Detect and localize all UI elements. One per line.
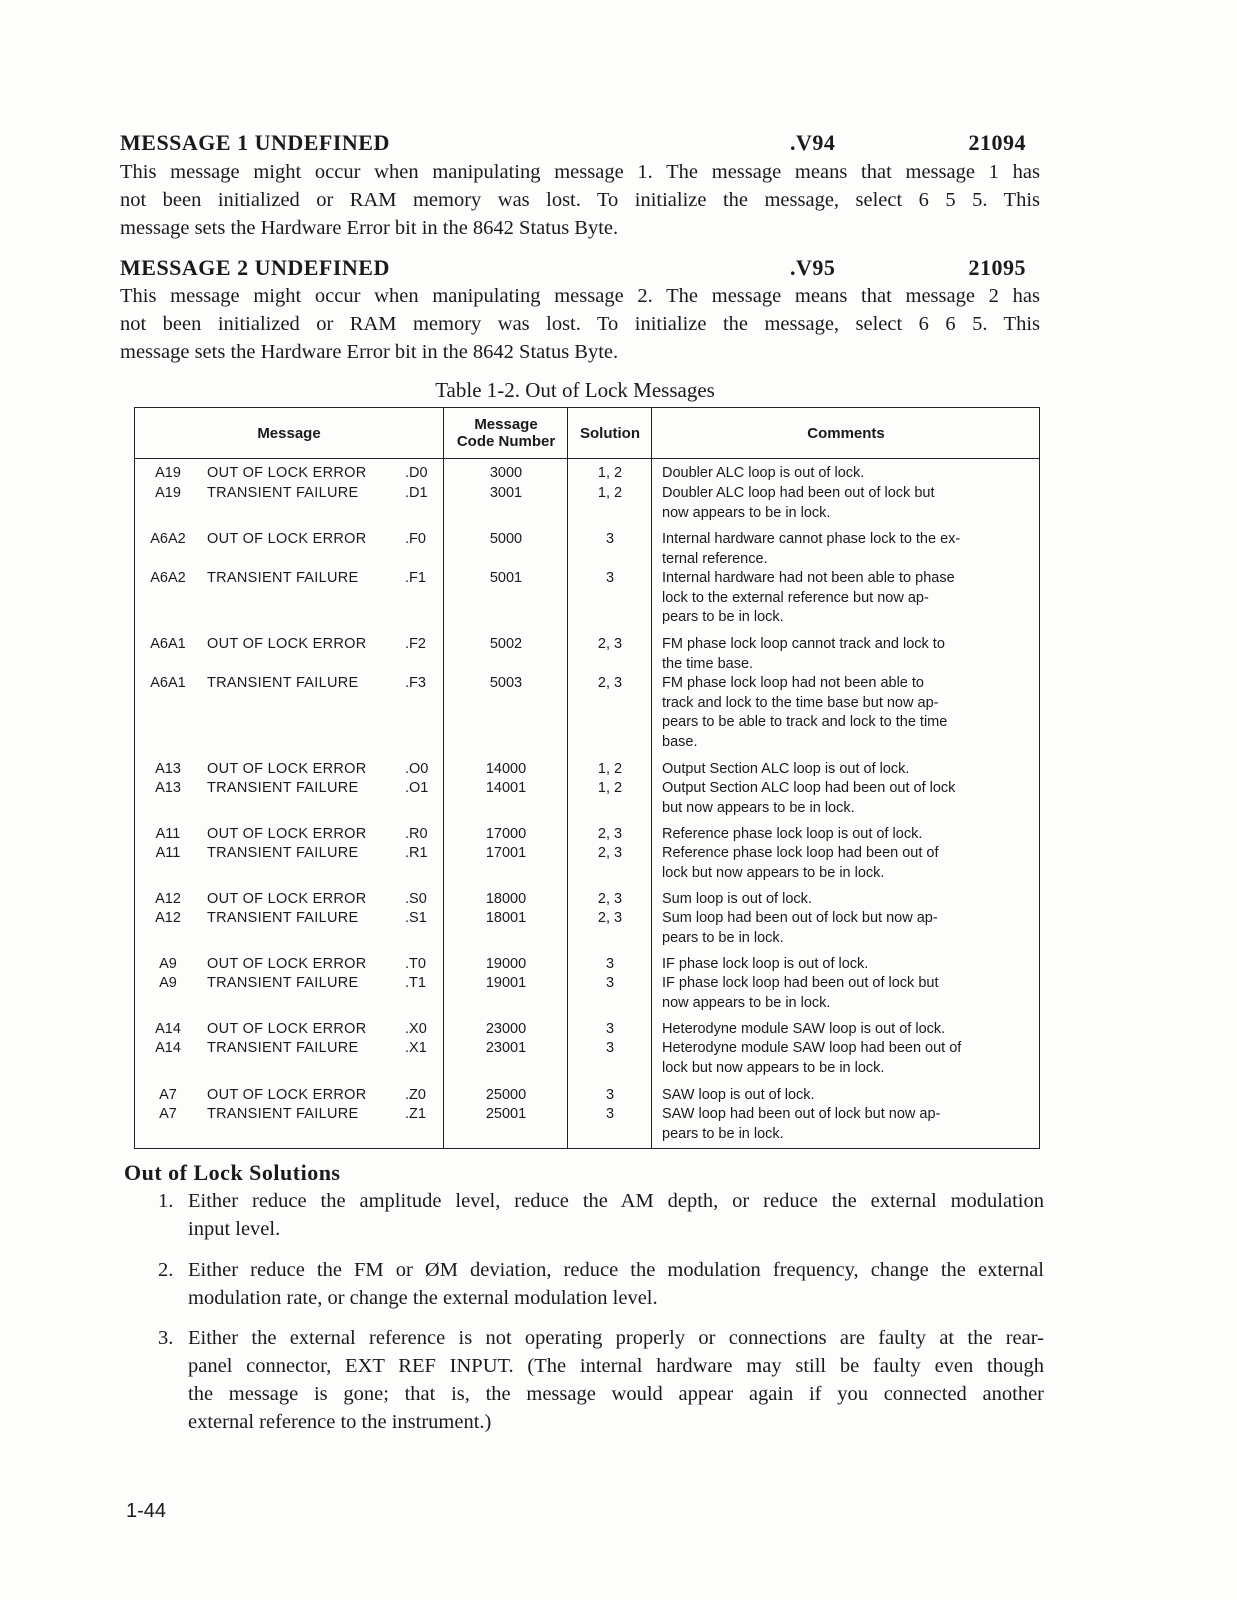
message-1-line: not been initialized or RAM memory was lost. To initialize the message, select 6 5 5. This	[120, 189, 1040, 211]
row-comment	[662, 909, 1032, 948]
row-command: .Z0	[405, 1087, 426, 1103]
row-code-number: 18001	[485, 910, 527, 926]
row-solution: 3	[605, 570, 615, 586]
row-code-number: 5000	[489, 531, 523, 547]
row-command: .X0	[405, 1021, 427, 1037]
solution-line: Either reduce the FM or ØM deviation, reduce the modulation frequency, change the external	[188, 1259, 1044, 1281]
row-command: .T0	[405, 956, 426, 972]
comment-line: now appears to be in lock.	[662, 504, 831, 521]
row-solution: 2, 3	[597, 675, 623, 691]
row-code-number: 25001	[485, 1106, 527, 1122]
row-message-text: TRANSIENT FAILURE	[207, 780, 359, 796]
header-code-line1: Message	[474, 416, 538, 433]
comment-line: Doubler ALC loop is out of lock.	[662, 465, 865, 481]
row-solution: 1, 2	[597, 780, 623, 796]
row-message-text: TRANSIENT FAILURE	[207, 1106, 359, 1122]
row-comment	[662, 779, 1032, 818]
row-module: A13	[155, 780, 181, 796]
comment-line: Doubler ALC loop had been out of lock but	[662, 485, 935, 501]
message-1-line: This message might occur when manipulating message 1. The message means that message 1 has	[120, 161, 1040, 183]
solution-number: 1.	[158, 1190, 174, 1212]
row-module: A13	[155, 761, 181, 777]
comment-line: lock to the external reference but now ap-	[662, 589, 929, 606]
comment-line: Reference phase lock loop is out of lock.	[662, 826, 923, 842]
row-code-number: 5002	[489, 636, 523, 652]
row-message-text: OUT OF LOCK ERROR	[207, 531, 367, 547]
row-command: .D0	[405, 465, 428, 481]
row-code-number: 3000	[489, 465, 523, 481]
row-message-text: TRANSIENT FAILURE	[207, 570, 359, 586]
message-2-description	[120, 282, 1040, 366]
row-message-text: TRANSIENT FAILURE	[207, 910, 359, 926]
comment-line: but now appears to be in lock.	[662, 799, 855, 816]
row-module: A9	[159, 956, 177, 972]
row-solution: 2, 3	[597, 845, 623, 861]
row-module: A12	[155, 891, 181, 907]
table-title: Table 1-2. Out of Lock Messages	[435, 378, 715, 402]
row-code-number: 5001	[489, 570, 523, 586]
row-comment	[662, 464, 1032, 484]
message-2-line: message sets the Hardware Error bit in the 8642 Status Byte.	[120, 341, 619, 363]
message-2-title: MESSAGE 2 UNDEFINED	[120, 255, 390, 280]
row-command: .R1	[405, 845, 428, 861]
row-solution: 3	[605, 956, 615, 972]
row-module: A11	[155, 826, 181, 842]
row-code-number: 18000	[485, 891, 527, 907]
comment-line: pears to be in lock.	[662, 929, 784, 946]
row-comment	[662, 955, 1032, 975]
message-2-code: .V95	[790, 255, 836, 280]
comment-line: Output Section ALC loop had been out of lock	[662, 780, 956, 796]
row-comment	[662, 484, 1032, 523]
row-solution: 3	[605, 1106, 615, 1122]
row-module: A19	[155, 465, 181, 481]
row-solution: 2, 3	[597, 891, 623, 907]
comment-line: now appears to be in lock.	[662, 994, 831, 1011]
row-code-number: 17001	[485, 845, 527, 861]
row-solution: 1, 2	[597, 485, 623, 501]
row-module: A11	[155, 845, 181, 861]
row-code-number: 5003	[489, 675, 523, 691]
header-comments: Comments	[807, 424, 885, 442]
row-message-text: TRANSIENT FAILURE	[207, 1040, 359, 1056]
row-message-text: TRANSIENT FAILURE	[207, 975, 359, 991]
row-solution: 3	[605, 1040, 615, 1056]
row-message-text: OUT OF LOCK ERROR	[207, 891, 367, 907]
comment-line: the time base.	[662, 655, 754, 672]
solution-line: modulation rate, or change the external modulation level.	[188, 1287, 658, 1309]
row-solution: 2, 3	[597, 826, 623, 842]
row-comment	[662, 569, 1032, 628]
row-module: A19	[155, 485, 181, 501]
row-code-number: 14001	[485, 780, 527, 796]
row-comment	[662, 1039, 1032, 1078]
solution-text	[188, 1324, 1044, 1436]
comment-line: Internal hardware had not been able to phase	[662, 570, 955, 586]
header-code-number	[445, 408, 567, 458]
solution-line: Either reduce the amplitude level, reduce the AM depth, or reduce the external modulation	[188, 1190, 1044, 1212]
solution-number: 2.	[158, 1259, 174, 1281]
comment-line: Internal hardware cannot phase lock to the ex-	[662, 531, 961, 547]
solution-text	[188, 1187, 1044, 1243]
comment-line: Heterodyne module SAW loop had been out of	[662, 1040, 962, 1056]
row-solution: 3	[605, 975, 615, 991]
row-command: .S1	[405, 910, 427, 926]
row-module: A12	[155, 910, 181, 926]
row-comment	[662, 674, 1032, 752]
message-2-heading	[120, 255, 1040, 281]
row-module: A7	[159, 1087, 177, 1103]
comment-line: lock but now appears to be in lock.	[662, 1059, 885, 1076]
row-message-text: OUT OF LOCK ERROR	[207, 1021, 367, 1037]
message-1-line: message sets the Hardware Error bit in the 8642 Status Byte.	[120, 217, 619, 239]
row-command: .Z1	[405, 1106, 426, 1122]
message-2-line: This message might occur when manipulating message 2. The message means that message 2 has	[120, 285, 1040, 307]
row-module: A6A1	[150, 636, 186, 652]
row-code-number: 17000	[485, 826, 527, 842]
row-module: A6A1	[150, 675, 186, 691]
row-command: .T1	[405, 975, 426, 991]
row-comment	[662, 1020, 1032, 1040]
row-solution: 3	[605, 1021, 615, 1037]
row-solution: 1, 2	[597, 465, 623, 481]
comment-line: Reference phase lock loop had been out of	[662, 845, 939, 861]
row-code-number: 23001	[485, 1040, 527, 1056]
row-command: .F1	[405, 570, 426, 586]
row-command: .R0	[405, 826, 428, 842]
comment-line: pears to be in lock.	[662, 609, 784, 626]
solutions-title: Out of Lock Solutions	[124, 1160, 341, 1185]
row-solution: 3	[605, 531, 615, 547]
row-message-text: TRANSIENT FAILURE	[207, 485, 359, 501]
message-1-number: 21094	[968, 130, 1026, 155]
row-code-number: 19000	[485, 956, 527, 972]
comment-line: pears to be in lock.	[662, 1125, 784, 1142]
row-solution: 1, 2	[597, 761, 623, 777]
row-message-text: TRANSIENT FAILURE	[207, 675, 359, 691]
comment-line: Sum loop had been out of lock but now ap-	[662, 910, 938, 926]
row-message-text: OUT OF LOCK ERROR	[207, 761, 367, 777]
solution-line: external reference to the instrument.)	[188, 1411, 492, 1433]
header-message: Message	[257, 424, 321, 442]
comment-line: FM phase lock loop cannot track and lock to	[662, 636, 945, 652]
comment-line: Sum loop is out of lock.	[662, 891, 812, 907]
row-solution: 3	[605, 1087, 615, 1103]
message-1-code: .V94	[790, 130, 836, 155]
column-divider	[651, 408, 652, 1148]
row-code-number: 14000	[485, 761, 527, 777]
row-message-text: OUT OF LOCK ERROR	[207, 465, 367, 481]
row-comment	[662, 844, 1032, 883]
row-code-number: 3001	[489, 485, 523, 501]
row-code-number: 25000	[485, 1087, 527, 1103]
comment-line: pears to be able to track and lock to the time	[662, 714, 948, 731]
row-message-text: OUT OF LOCK ERROR	[207, 636, 367, 652]
row-comment	[662, 825, 1032, 845]
message-2-number: 21095	[968, 255, 1026, 280]
message-1-title: MESSAGE 1 UNDEFINED	[120, 130, 390, 155]
row-message-text: OUT OF LOCK ERROR	[207, 826, 367, 842]
comment-line: track and lock to the time base but now ap-	[662, 694, 939, 711]
row-comment	[662, 1105, 1032, 1144]
row-comment	[662, 974, 1032, 1013]
row-command: .F3	[405, 675, 426, 691]
row-module: A7	[159, 1106, 177, 1122]
row-module: A14	[155, 1040, 181, 1056]
row-comment	[662, 1086, 1032, 1106]
solution-line: the message is gone; that is, the message would appear again if you connected another	[188, 1383, 1044, 1405]
row-comment	[662, 635, 1032, 674]
comment-line: IF phase lock loop is out of lock.	[662, 956, 869, 972]
row-comment	[662, 760, 1032, 780]
row-message-text: OUT OF LOCK ERROR	[207, 956, 367, 972]
row-code-number: 23000	[485, 1021, 527, 1037]
comment-line: SAW loop is out of lock.	[662, 1087, 815, 1103]
comment-line: Heterodyne module SAW loop is out of lock.	[662, 1021, 946, 1037]
row-message-text: TRANSIENT FAILURE	[207, 845, 359, 861]
comment-line: FM phase lock loop had not been able to	[662, 675, 924, 691]
row-module: A6A2	[150, 531, 186, 547]
comment-line: IF phase lock loop had been out of lock but	[662, 975, 939, 991]
row-command: .D1	[405, 485, 428, 501]
solution-line: panel connector, EXT REF INPUT. (The internal hardware may still be faulty even though	[188, 1355, 1044, 1377]
comment-line: SAW loop had been out of lock but now ap-	[662, 1106, 941, 1122]
comment-line: Output Section ALC loop is out of lock.	[662, 761, 910, 777]
row-module: A14	[155, 1021, 181, 1037]
solution-line: input level.	[188, 1218, 281, 1240]
page-number: 1-44	[126, 1500, 167, 1522]
row-command: .O0	[405, 761, 429, 777]
column-divider	[567, 408, 568, 1148]
header-code-line2: Code Number	[456, 433, 556, 450]
row-solution: 2, 3	[597, 636, 623, 652]
out-of-lock-table	[134, 407, 1040, 1149]
comment-line: base.	[662, 733, 698, 750]
message-2-line: not been initialized or RAM memory was lost. To initialize the message, select 6 6 5. This	[120, 313, 1040, 335]
row-command: .X1	[405, 1040, 427, 1056]
row-comment	[662, 890, 1032, 910]
header-solution: Solution	[580, 424, 640, 442]
message-1-description	[120, 158, 1040, 242]
row-command: .O1	[405, 780, 429, 796]
solution-text	[188, 1256, 1044, 1312]
row-command: .S0	[405, 891, 427, 907]
solution-number: 3.	[158, 1327, 174, 1349]
row-code-number: 19001	[485, 975, 527, 991]
row-module: A6A2	[150, 570, 186, 586]
row-message-text: OUT OF LOCK ERROR	[207, 1087, 367, 1103]
comment-line: ternal reference.	[662, 550, 768, 567]
message-1-heading	[120, 130, 1040, 156]
solution-line: Either the external reference is not operating properly or connections are faulty at the rear-	[188, 1327, 1044, 1349]
table-header	[135, 408, 1039, 459]
row-module: A9	[159, 975, 177, 991]
comment-line: lock but now appears to be in lock.	[662, 864, 885, 881]
row-command: .F2	[405, 636, 426, 652]
row-solution: 2, 3	[597, 910, 623, 926]
row-command: .F0	[405, 531, 426, 547]
row-comment	[662, 530, 1032, 569]
